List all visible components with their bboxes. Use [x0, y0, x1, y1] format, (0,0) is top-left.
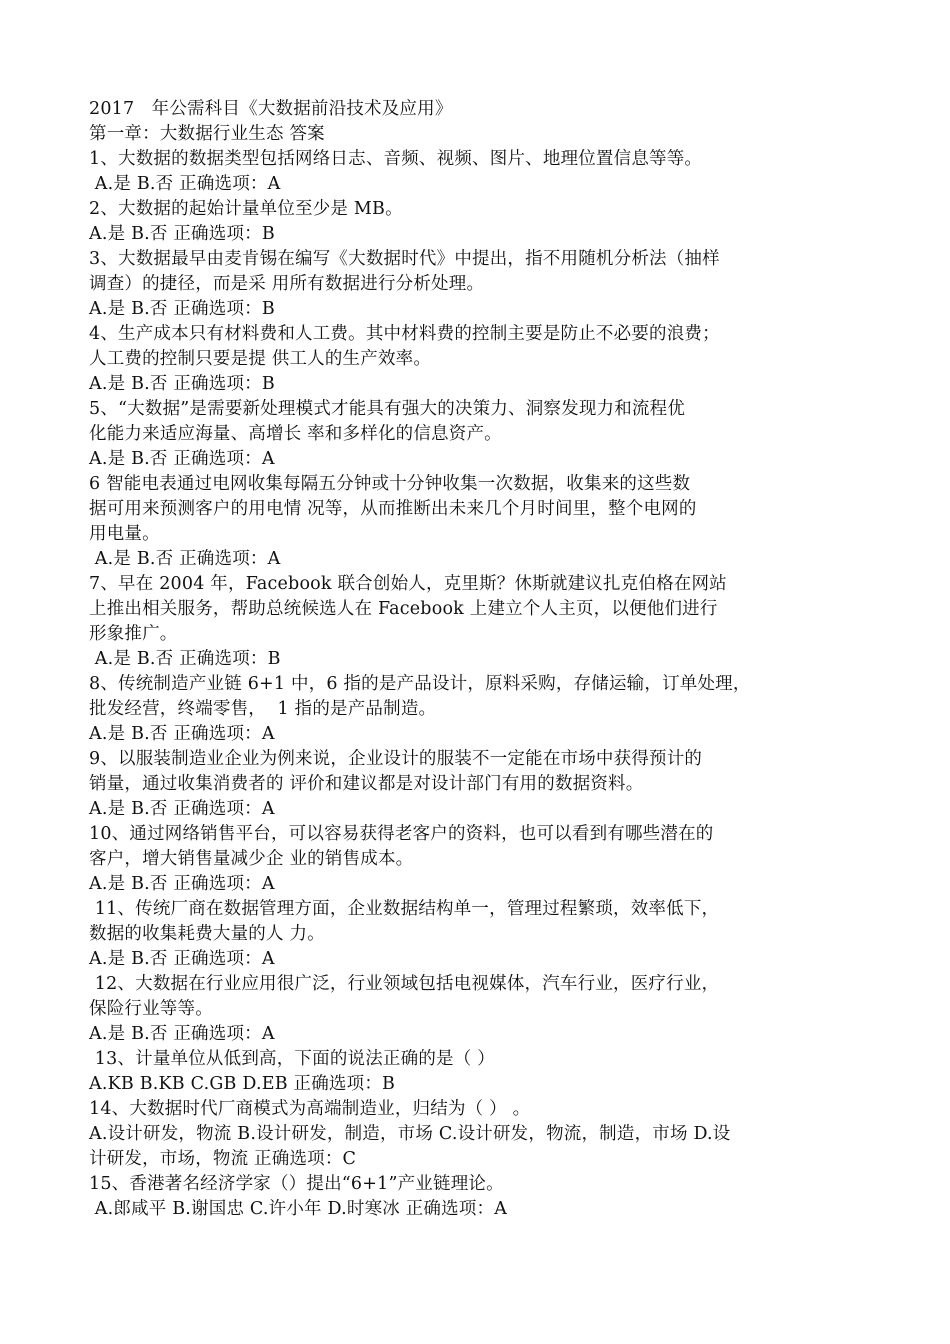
text-line: 销量，通过收集消费者的 评价和建议都是对设计部门有用的数据资料。 [89, 774, 644, 794]
text-line: A.是 B.否 正确选项：A [89, 449, 275, 469]
text-line: A.设计研发，物流 B.设计研发，制造，市场 C.设计研发，物流，制造，市场 D.设 [89, 1124, 731, 1144]
text-line: 9、以服装制造业企业为例来说，企业设计的服装不一定能在市场中获得预计的 [89, 749, 703, 769]
text-line: A.是 B.否 正确选项：A [89, 874, 275, 894]
text-line: A.是 B.否 正确选项：A [89, 549, 281, 569]
text-line: A.是 B.否 正确选项：A [89, 799, 275, 819]
text-line: 形象推广。 [89, 624, 178, 644]
text-line: 保险行业等等。 [89, 999, 213, 1019]
text-line: 批发经营，终端零售， 1 指的是产品制造。 [89, 699, 437, 719]
text-line: 8、传统制造产业链 6+1 中，6 指的是产品设计，原料采购，存储运输，订单处理， [89, 674, 751, 694]
text-line: A.是 B.否 正确选项：B [89, 374, 275, 394]
text-line: 11、传统厂商在数据管理方面，企业数据结构单一，管理过程繁琐，效率低下， [89, 899, 720, 919]
text-line: 13、计量单位从低到高，下面的说法正确的是（ ） [89, 1049, 495, 1069]
text-line: A.是 B.否 正确选项：B [89, 299, 275, 319]
text-line: 7、早在 2004 年，Facebook 联合创始人，克里斯？休斯就建议扎克伯格在网站 [89, 574, 727, 594]
text-line: A.是 B.否 正确选项：B [89, 649, 281, 669]
text-line: 数据的收集耗费大量的人 力。 [89, 924, 325, 944]
text-line: 10、通过网络销售平台，可以容易获得老客户的资料，也可以看到有哪些潜在的 [89, 824, 714, 844]
text-line: A.是 B.否 正确选项：A [89, 949, 275, 969]
text-line: 调查）的捷径，而是采 用所有数据进行分析处理。 [89, 274, 485, 294]
text-line: 人工费的控制只要是提 供工人的生产效率。 [89, 349, 432, 369]
text-line: 计研发，市场，物流 正确选项：C [89, 1149, 357, 1169]
text-line: A.是 B.否 正确选项：A [89, 724, 275, 744]
text-line: 用电量。 [89, 524, 160, 544]
text-line: 4、生产成本只有材料费和人工费。其中材料费的控制主要是防止不必要的浪费； [89, 324, 720, 344]
text-line: 据可用来预测客户的用电情 况等，从而推断出未来几个月时间里，整个电网的 [89, 499, 697, 519]
text-line: 14、大数据时代厂商模式为高端制造业，归结为（ ） 。 [89, 1099, 531, 1119]
text-line: 客户，增大销售量减少企 业的销售成本。 [89, 849, 414, 869]
text-line: A.是 B.否 正确选项：A [89, 1024, 275, 1044]
text-line: 15、香港著名经济学家（）提出“6+1”产业链理论。 [89, 1174, 504, 1194]
text-line: 12、大数据在行业应用很广泛，行业领域包括电视媒体，汽车行业，医疗行业， [89, 974, 720, 994]
text-line: A.KB B.KB C.GB D.EB 正确选项：B [89, 1074, 396, 1094]
text-line: 化能力来适应海量、高增长 率和多样化的信息资产。 [89, 424, 502, 444]
text-line: 2、大数据的起始计量单位至少是 MB。 [89, 199, 403, 219]
text-line: 5、“大数据”是需要新处理模式才能具有强大的决策力、洞察发现力和流程优 [89, 399, 686, 419]
document-body [89, 97, 869, 1222]
text-line: 6 智能电表通过电网收集每隔五分钟或十分钟收集一次数据，收集来的这些数 [89, 474, 691, 494]
text-line: 1、大数据的数据类型包括网络日志、音频、视频、图片、地理位置信息等等。 [89, 149, 703, 169]
document-title: 2017 年公需科目《大数据前沿技术及应用》 [89, 99, 453, 119]
text-line: A.是 B.否 正确选项：B [89, 224, 275, 244]
text-line: A.是 B.否 正确选项：A [89, 174, 281, 194]
text-line: 上推出相关服务，帮助总统候选人在 Facebook 上建立个人主页，以便他们进行 [89, 599, 718, 619]
text-line: A.郎咸平 B.谢国忠 C.许小年 D.时寒冰 正确选项：A [89, 1199, 508, 1219]
chapter-heading: 第一章：大数据行业生态 答案 [89, 124, 325, 144]
text-line: 3、大数据最早由麦肯锡在编写《大数据时代》中提出，指不用随机分析法（抽样 [89, 249, 720, 269]
